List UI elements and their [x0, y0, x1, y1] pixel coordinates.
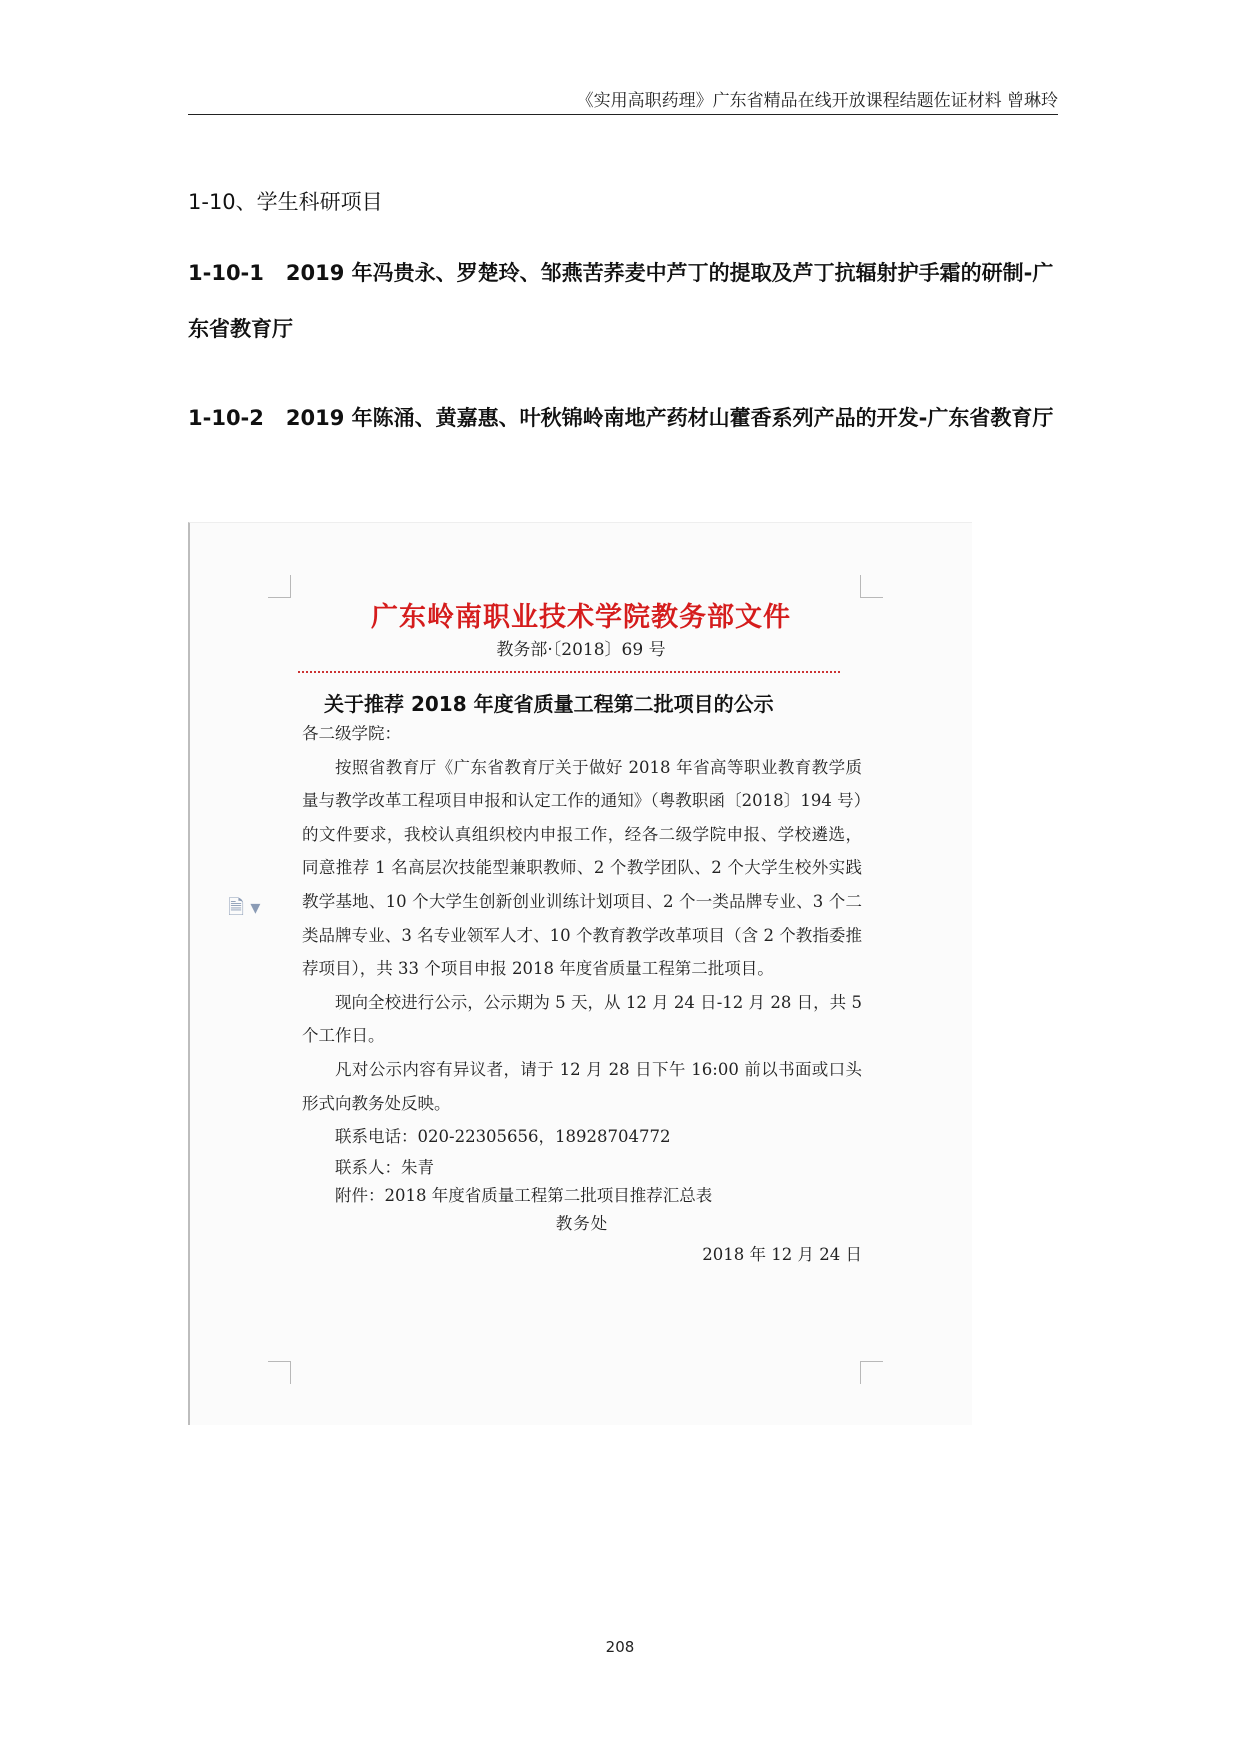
signature: 教务处 [555, 1213, 609, 1233]
project-item [188, 245, 1058, 357]
paragraph: 按照省教育厅《广东省教育厅关于做好 2018 年省高等职业教育教学质量与教学改革工程项目申报和认定工作的通知》（粤教职函〔2018〕194 号）的文件要求，我校认真组织校内申报工作，经各二级学院申报、学校遴选，同意推荐 1 名高层次技能型兼职教师、2 个教学团队、2 个大学生校外实践教学基地、10 个大学生创新创业训练计划项目、2 个一类品牌专业、3 个二类品牌专业、3 名专业领军人才、10 个教育教学改革项目（含 2 个教指委推荐项目），共 33 个项目申报 2018 年度省质量工程第二批项目。 [302, 757, 862, 979]
notice-screenshot [188, 522, 972, 1425]
paragraph: 凡对公示内容有异议者，请于 12 月 28 日下午 16:00 前以书面或口头形式向教务处反映。 [302, 1059, 862, 1113]
section-heading: 1-10、学生科研项目 [188, 190, 383, 214]
project-title: 2019 年冯贵永、罗楚玲、邹燕苦荞麦中芦丁的提取及芦丁抗辐射护手霜的研制-广东省教育厅 [188, 261, 1054, 341]
crop-mark [860, 1361, 883, 1384]
doc-number: 教务部·〔2018〕69 号 [496, 640, 666, 660]
crop-mark [268, 1361, 291, 1384]
project-item [188, 390, 1058, 446]
page-number: 208 [605, 1638, 635, 1656]
header-rule [188, 114, 1058, 115]
project-number: 1-10-1 [188, 261, 264, 285]
doc-title: 关于推荐 2018 年度省质量工程第二批项目的公示 [324, 692, 774, 716]
doc-body [302, 717, 862, 1271]
project-title: 2019 年陈涌、黄嘉惠、叶秋锦岭南地产药材山藿香系列产品的开发-广东省教育厅 [285, 406, 1054, 430]
red-divider [298, 671, 840, 673]
project-number: 1-10-2 [188, 406, 264, 430]
document-icon: 🗎 ▾ [228, 895, 261, 919]
running-header: 《实用高职药理》广东省精品在线开放课程结题佐证材料 曾琳玲 [576, 91, 1058, 111]
paragraph: 现向全校进行公示，公示期为 5 天，从 12 月 24 日-12 月 28 日，共 5 个工作日。 [302, 992, 862, 1046]
salutation: 各二级学院： [302, 724, 401, 743]
doc-date: 2018 年 12 月 24 日 [702, 1244, 862, 1264]
contact-phone: 联系电话：020-22305656，18928704772 [335, 1127, 671, 1147]
attachment: 附件：2018 年度省质量工程第二批项目推荐汇总表 [335, 1185, 713, 1205]
doc-org-title: 广东岭南职业技术学院教务部文件 [371, 602, 791, 633]
contact-person: 联系人：朱青 [335, 1157, 434, 1177]
